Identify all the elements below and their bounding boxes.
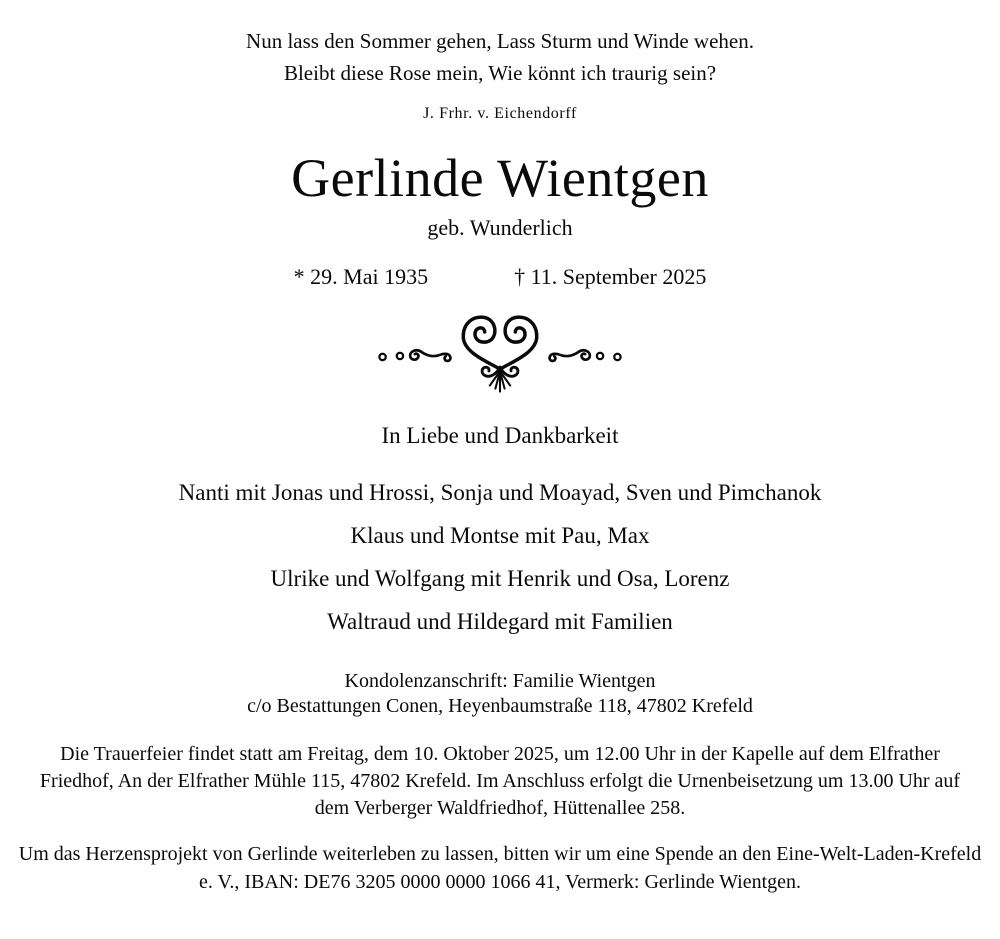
ornament-dot — [397, 353, 403, 359]
ornament-dot — [614, 354, 620, 360]
life-dates — [0, 264, 1000, 290]
condolence-line-2: c/o Bestattungen Conen, Heyenbaumstraße 118, 47802 Krefeld — [247, 695, 753, 718]
quote-line-2: Bleibt diese Rose mein, Wie könnt ich traurig sein? — [283, 61, 717, 85]
mourner-line: Klaus und Montse mit Pau, Max — [350, 523, 650, 549]
left-flourish — [410, 351, 450, 362]
heart-icon — [463, 318, 537, 370]
mourner-line: Ulrike und Wolfgang mit Henrik und Osa, Lorenz — [270, 566, 730, 592]
donation-request: Um das Herzensprojekt von Gerlinde weiterleben zu lassen, bitten wir um eine Spende an den Eine-Welt-Laden-Krefeld e. V., IBAN: DE76 3205 0000 0000 1066 41, Vermerk: Gerlinde Wientgen. — [18, 843, 982, 894]
ornament-dot — [379, 354, 385, 360]
heart-flourish-icon — [372, 310, 628, 407]
funeral-details: Die Trauerfeier findet statt am Freitag, dem 10. Oktober 2025, um 12.00 Uhr in der Kapelle auf dem Elfrather Friedhof, An der Elfrather Mühle 115, 47802 Krefeld. Im Anschluss erfolgt die Urnenbeisetzung um 13.00 Uhr auf dem Verberger Waldfriedhof, Hüttenallee 258. — [39, 743, 961, 820]
heart-flourish-ornament — [0, 310, 1000, 407]
opening-quote — [0, 0, 1000, 123]
condolence-line-1: Kondolenzanschrift: Familie Wientgen — [344, 670, 656, 693]
mourners-list — [0, 471, 1000, 643]
quote-line-1: Nun lass den Sommer gehen, Lass Sturm und Winde wehen. — [246, 29, 754, 53]
mourner-line: Nanti mit Jonas und Hrossi, Sonja und Moayad, Sven und Pimchanok — [178, 480, 822, 506]
death-date: † 11. September 2025 — [514, 264, 707, 290]
ornament-dot — [597, 353, 603, 359]
mourner-line: Waltraud und Hildegard mit Familien — [327, 609, 673, 635]
deceased-name: Gerlinde Wientgen — [291, 148, 709, 208]
quote-attribution: J. Frhr. v. Eichendorff — [423, 105, 577, 122]
right-flourish — [550, 351, 590, 362]
condolence-address — [0, 669, 1000, 719]
birth-date: * 29. Mai 1935 — [293, 264, 429, 290]
tribute-line: In Liebe und Dankbarkeit — [381, 423, 619, 449]
maiden-name: geb. Wunderlich — [427, 215, 573, 241]
